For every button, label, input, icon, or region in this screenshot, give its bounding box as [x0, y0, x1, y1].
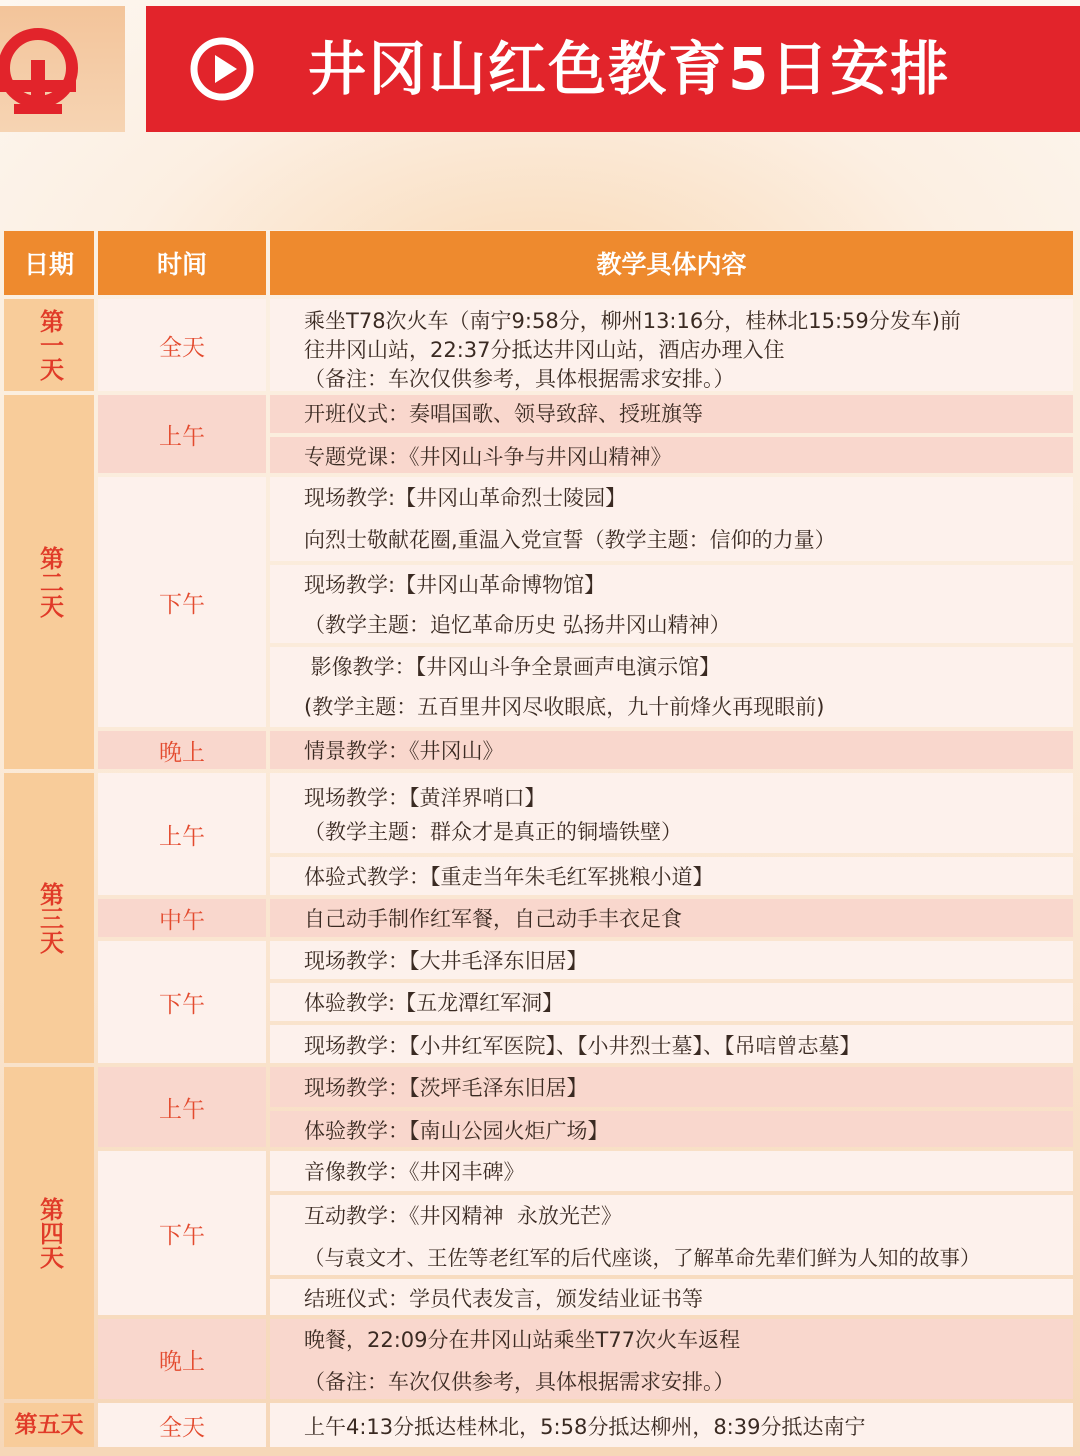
- time-d3-pm: 下午: [98, 941, 266, 1063]
- time-d2-pm: 下午: [98, 477, 266, 727]
- header-content: 教学具体内容: [270, 231, 1073, 295]
- content-d3-am-2: [270, 857, 1073, 895]
- content-d4-am-2: [270, 1111, 1073, 1147]
- content-line: 体验教学:【五龙潭红军洞】: [304, 991, 564, 1015]
- content-d2-pm-1: [270, 477, 1073, 561]
- railway-logo-icon: [0, 20, 90, 120]
- content-line: 情景教学：《井冈山》: [304, 739, 504, 763]
- content-d3-pm-2: [270, 983, 1073, 1021]
- day-5-cell: [4, 1403, 94, 1447]
- content-d4-pm-3: [270, 1279, 1073, 1315]
- content-d2-am-1: [270, 395, 1073, 433]
- content-line: (教学主题：五百里井冈尽收眼底，九十前烽火再现眼前): [304, 695, 825, 719]
- day-2-cell: [4, 395, 94, 769]
- content-line: 专题党课：《井冈山斗争与井冈山精神》: [304, 445, 672, 469]
- content-line: 向烈士敬献花圈,重温入党宣誓（教学主题：信仰的力量）: [304, 528, 836, 552]
- time-d5-all: 全天: [98, 1403, 266, 1447]
- content-d3-pm-3: [270, 1025, 1073, 1063]
- title-banner: [146, 6, 1080, 132]
- content-line: 乘坐T78次火车（南宁9:58分，柳州13:16分，桂林北15:59分发车)前: [304, 309, 961, 333]
- content-line: 晚餐，22:09分在井冈山站乘坐T77次火车返程: [304, 1328, 741, 1352]
- logo: [0, 6, 125, 132]
- content-line: 结班仪式：学员代表发言，颁发结业证书等: [304, 1287, 703, 1311]
- content-line: 自己动手制作红军餐，自己动手丰衣足食: [304, 907, 682, 931]
- content-d1-all: [270, 299, 1073, 391]
- time-d4-am: 上午: [98, 1067, 266, 1147]
- content-line: 现场教学：【大井毛泽东旧居】: [304, 949, 588, 973]
- content-d2-eve: [270, 731, 1073, 769]
- time-d2-eve: 晚上: [98, 731, 266, 769]
- content-line: （备注：车次仅供参考，具体根据需求安排。）: [304, 1370, 735, 1394]
- day-3-cell: [4, 773, 94, 1063]
- content-line: （教学主题：群众才是真正的铜墙铁壁）: [304, 820, 682, 844]
- content-line: 现场教学：【茨坪毛泽东旧居】: [304, 1076, 588, 1100]
- content-line: 现场教学：【黄洋界哨口】: [304, 786, 546, 810]
- content-d4-eve: [270, 1319, 1073, 1399]
- day-2-label: 第二天: [35, 546, 64, 618]
- content-d4-pm-1: [270, 1151, 1073, 1191]
- content-line: 音像教学：《井冈丰碑》: [304, 1160, 525, 1184]
- time-d4-eve: 晚上: [98, 1319, 266, 1399]
- content-d4-pm-2: [270, 1195, 1073, 1275]
- content-line: 开班仪式：奏唱国歌、领导致辞、授班旗等: [304, 402, 703, 426]
- time-d3-noon: 中午: [98, 899, 266, 937]
- content-d4-am-1: [270, 1067, 1073, 1107]
- day-5-label: 第五天: [14, 1411, 84, 1438]
- day-1-cell: [4, 299, 94, 391]
- time-d2-am: 上午: [98, 395, 266, 473]
- time-d4-pm: 下午: [98, 1151, 266, 1315]
- play-icon: [190, 37, 254, 101]
- day-3-label: 第三天: [35, 882, 64, 954]
- content-d2-pm-2: [270, 565, 1073, 643]
- content-d2-am-2: [270, 437, 1073, 473]
- time-d3-am: 上午: [98, 773, 266, 895]
- content-d5-all: [270, 1403, 1073, 1447]
- content-line: 体验式教学：【重走当年朱毛红军挑粮小道】: [304, 865, 714, 889]
- content-d3-noon: [270, 899, 1073, 937]
- day-4-label: 第四天: [35, 1197, 64, 1269]
- header-date: 日期: [4, 231, 94, 295]
- page-title: 井冈山红色教育5日安排: [308, 35, 951, 103]
- content-line: 现场教学：【小井红军医院】、【小井烈士墓】、【吊唁曾志墓】: [304, 1034, 861, 1058]
- time-d1-all: 全天: [98, 299, 266, 391]
- content-line: 现场教学:【井冈山革命烈士陵园】: [304, 486, 627, 510]
- content-line: （与袁文才、王佐等老红军的后代座谈，了解革命先辈们鲜为人知的故事）: [304, 1246, 981, 1270]
- page-header: [0, 0, 1080, 230]
- day-4-cell: [4, 1067, 94, 1399]
- content-line: 互动教学：《井冈精神 永放光芒》: [304, 1204, 622, 1228]
- content-line: 现场教学:【井冈山革命博物馆】: [304, 573, 606, 597]
- day-1-label: 第一天: [35, 309, 64, 381]
- content-line: （教学主题：追忆革命历史 弘扬井冈山精神）: [304, 613, 731, 637]
- content-line: 上午4:13分抵达桂林北，5:58分抵达柳州，8:39分抵达南宁: [304, 1415, 866, 1439]
- content-d3-am-1: [270, 773, 1073, 853]
- content-line: 体验教学：【南山公园火炬广场】: [304, 1119, 609, 1143]
- content-d3-pm-1: [270, 941, 1073, 979]
- header-time: 时间: [98, 231, 266, 295]
- content-line: 往井冈山站，22:37分抵达井冈山站，酒店办理入住: [304, 338, 785, 362]
- content-line: 影像教学：【井冈山斗争全景画声电演示馆】: [304, 655, 721, 679]
- content-line: （备注：车次仅供参考，具体根据需求安排。）: [304, 367, 735, 391]
- content-d2-pm-3: [270, 647, 1073, 727]
